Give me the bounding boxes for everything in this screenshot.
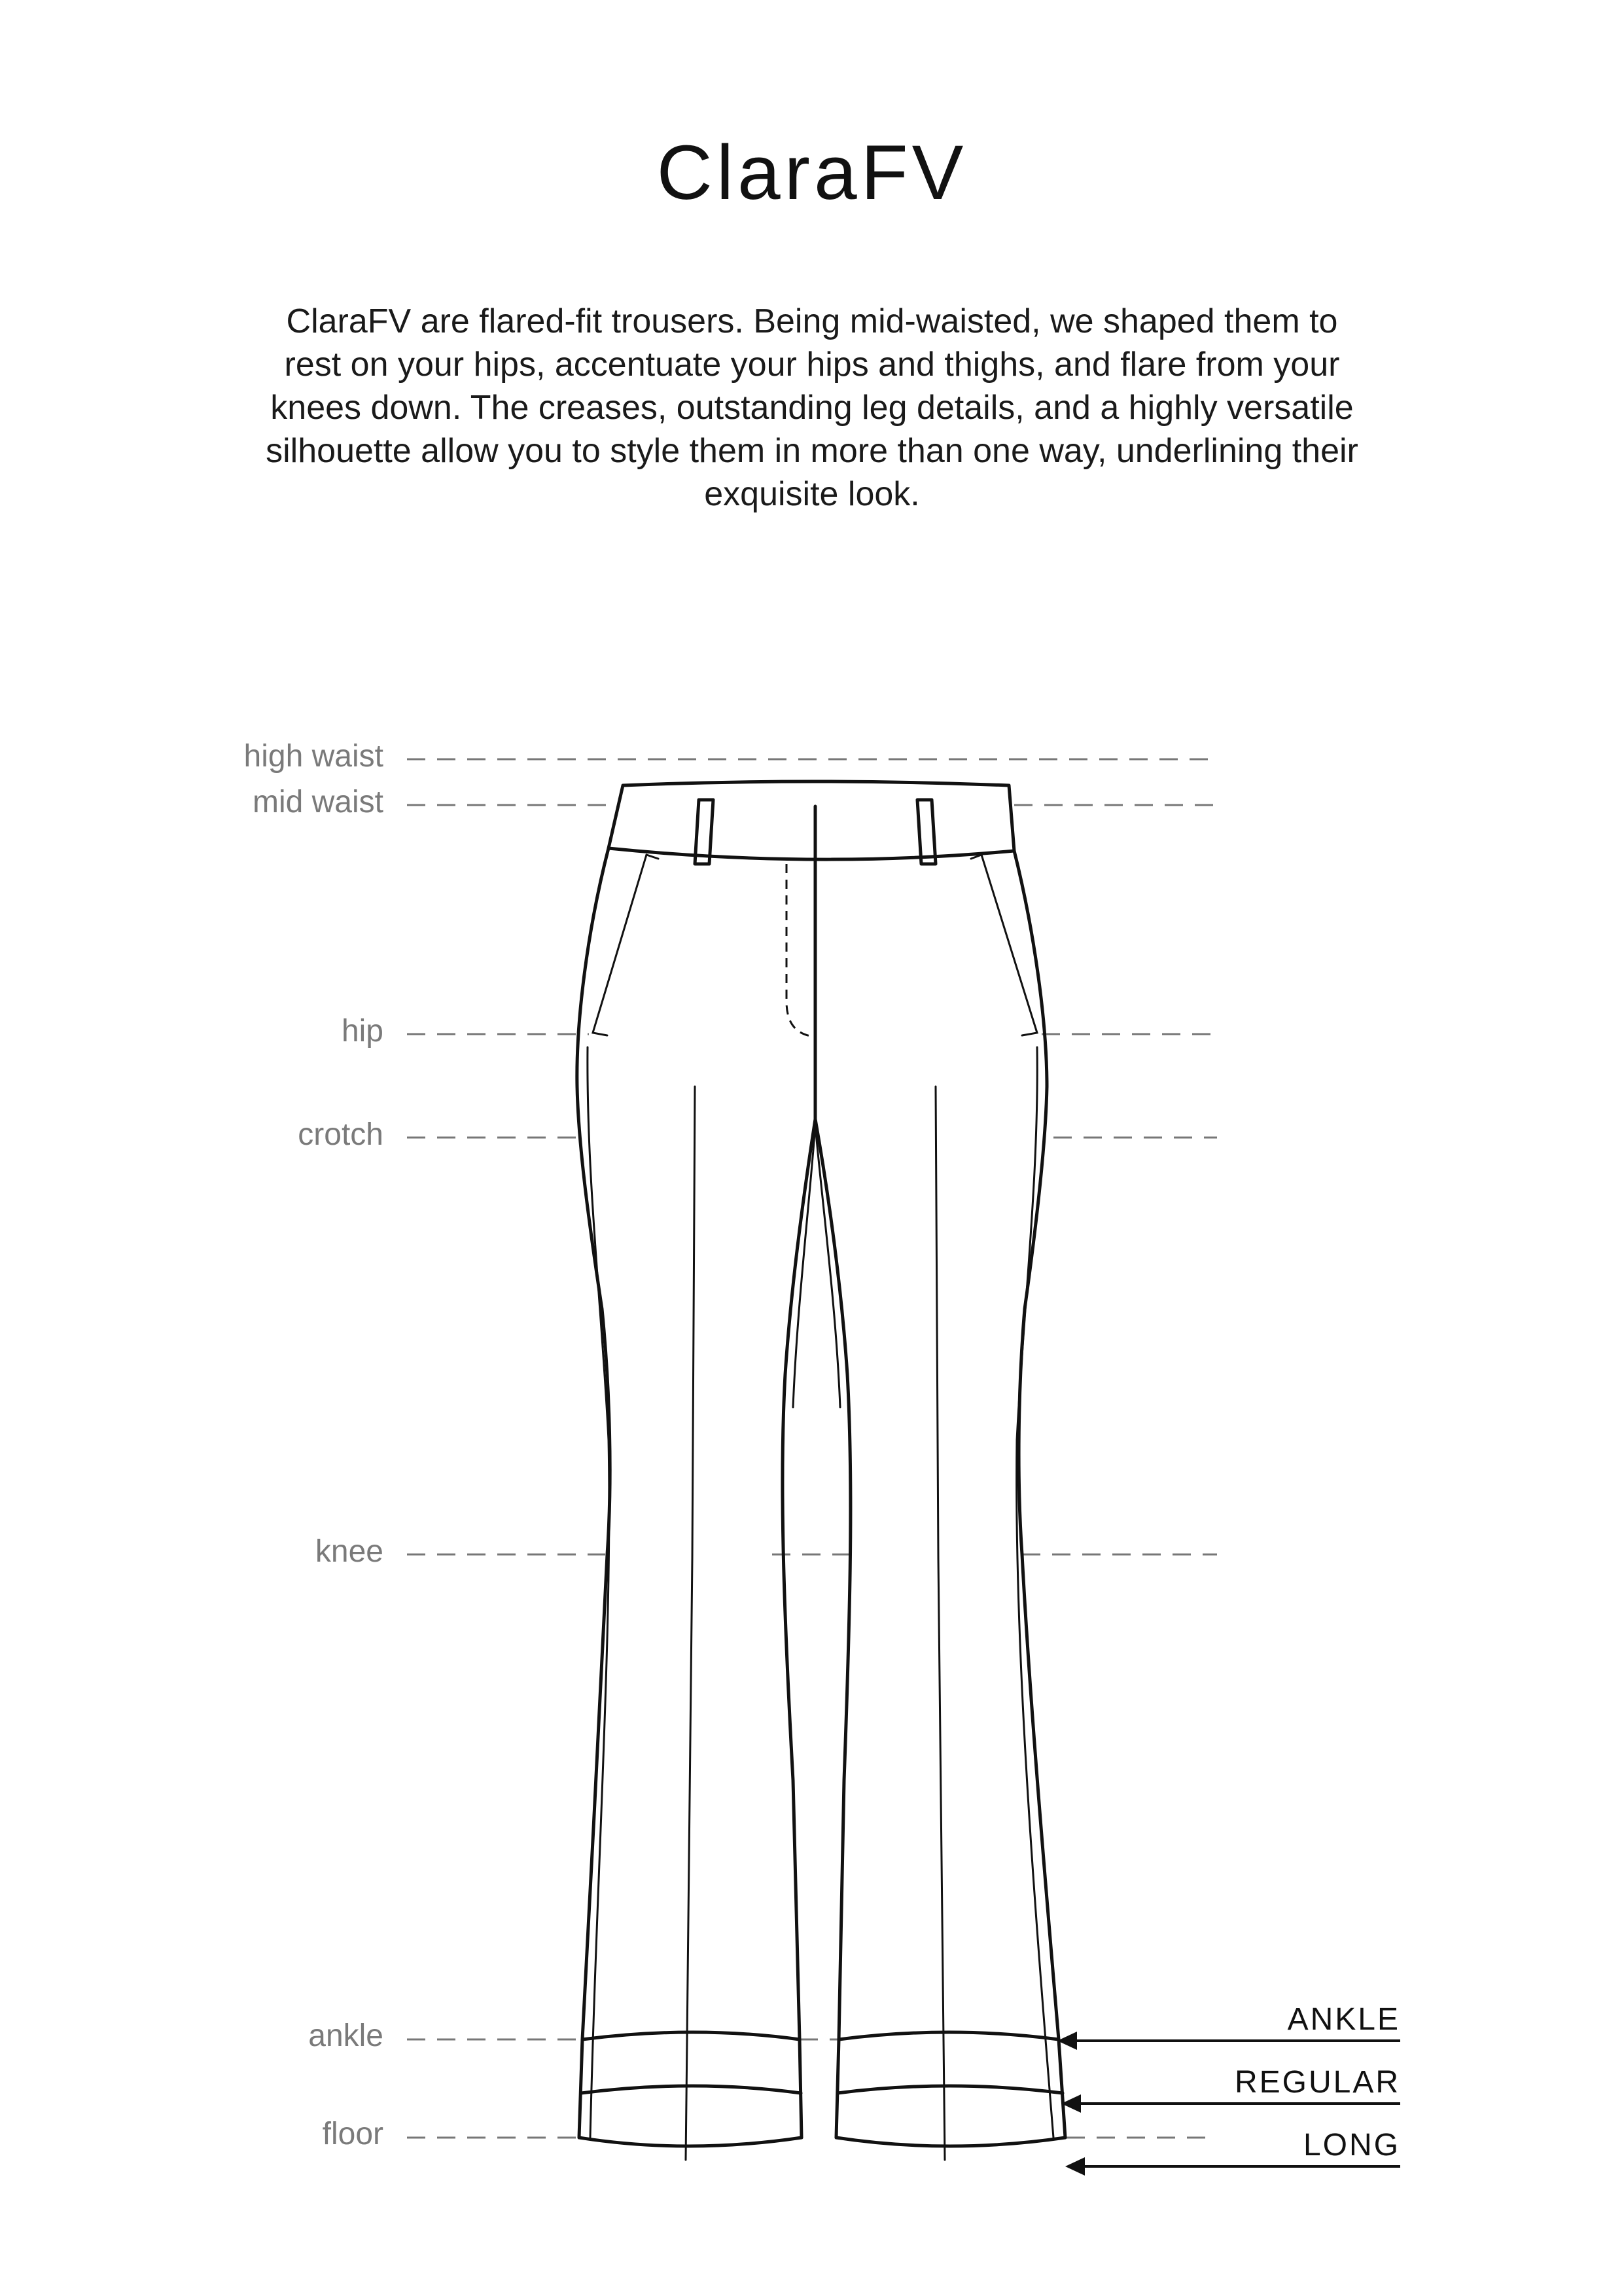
cuff-mid-right: [838, 2086, 1063, 2093]
trousers-details: [588, 855, 1053, 2160]
label-knee: knee: [315, 1534, 383, 1569]
left-outer-seam: [577, 848, 610, 2138]
label-high-waist: high waist: [243, 739, 383, 774]
length-label-long: LONG: [1303, 2128, 1400, 2162]
pocket-tab-left: [646, 855, 658, 859]
length-label-ankle: ANKLE: [1287, 2002, 1400, 2037]
hem-right: [836, 2138, 1065, 2146]
pocket-right: [981, 855, 1037, 1035]
hem-left: [579, 2138, 802, 2146]
belt-loop-right: [917, 800, 936, 864]
cuff-mid-left: [581, 2086, 801, 2093]
product-description: ClaraFV are flared-fit trousers. Being mid-waisted, we shaped them to rest on your hips, accentuate your hips and thighs, and flare from your knees down. The creases, outstanding leg details, and a highly versatile silhouette allow you to style them in more than one way, underlining their exquisite look.: [266, 302, 1358, 513]
right-inner-seam: [815, 1119, 851, 2138]
waistband: [609, 781, 1014, 859]
crease-right: [936, 1086, 945, 2160]
label-mid-waist: mid waist: [252, 785, 383, 819]
outer-stitch-right: [1017, 1047, 1053, 2138]
cuff-top-left: [582, 2032, 800, 2039]
left-inner-seam: [783, 1119, 815, 2138]
crease-left: [686, 1086, 695, 2160]
right-outer-seam: [1014, 851, 1065, 2138]
measurement-guides: [407, 759, 1217, 2138]
length-indicators: [1057, 2032, 1400, 2176]
cuff-top-right: [839, 2032, 1059, 2039]
label-ankle: ankle: [308, 2018, 383, 2053]
label-floor: floor: [322, 2117, 383, 2151]
fly-stitching: [786, 864, 815, 1037]
arrow-long-head: [1065, 2157, 1085, 2176]
label-hip: hip: [341, 1014, 383, 1049]
trousers-outline: [577, 781, 1065, 2146]
length-label-regular: REGULAR: [1234, 2065, 1400, 2100]
label-crotch: crotch: [298, 1117, 383, 1152]
page-title: ClaraFV: [656, 130, 968, 216]
